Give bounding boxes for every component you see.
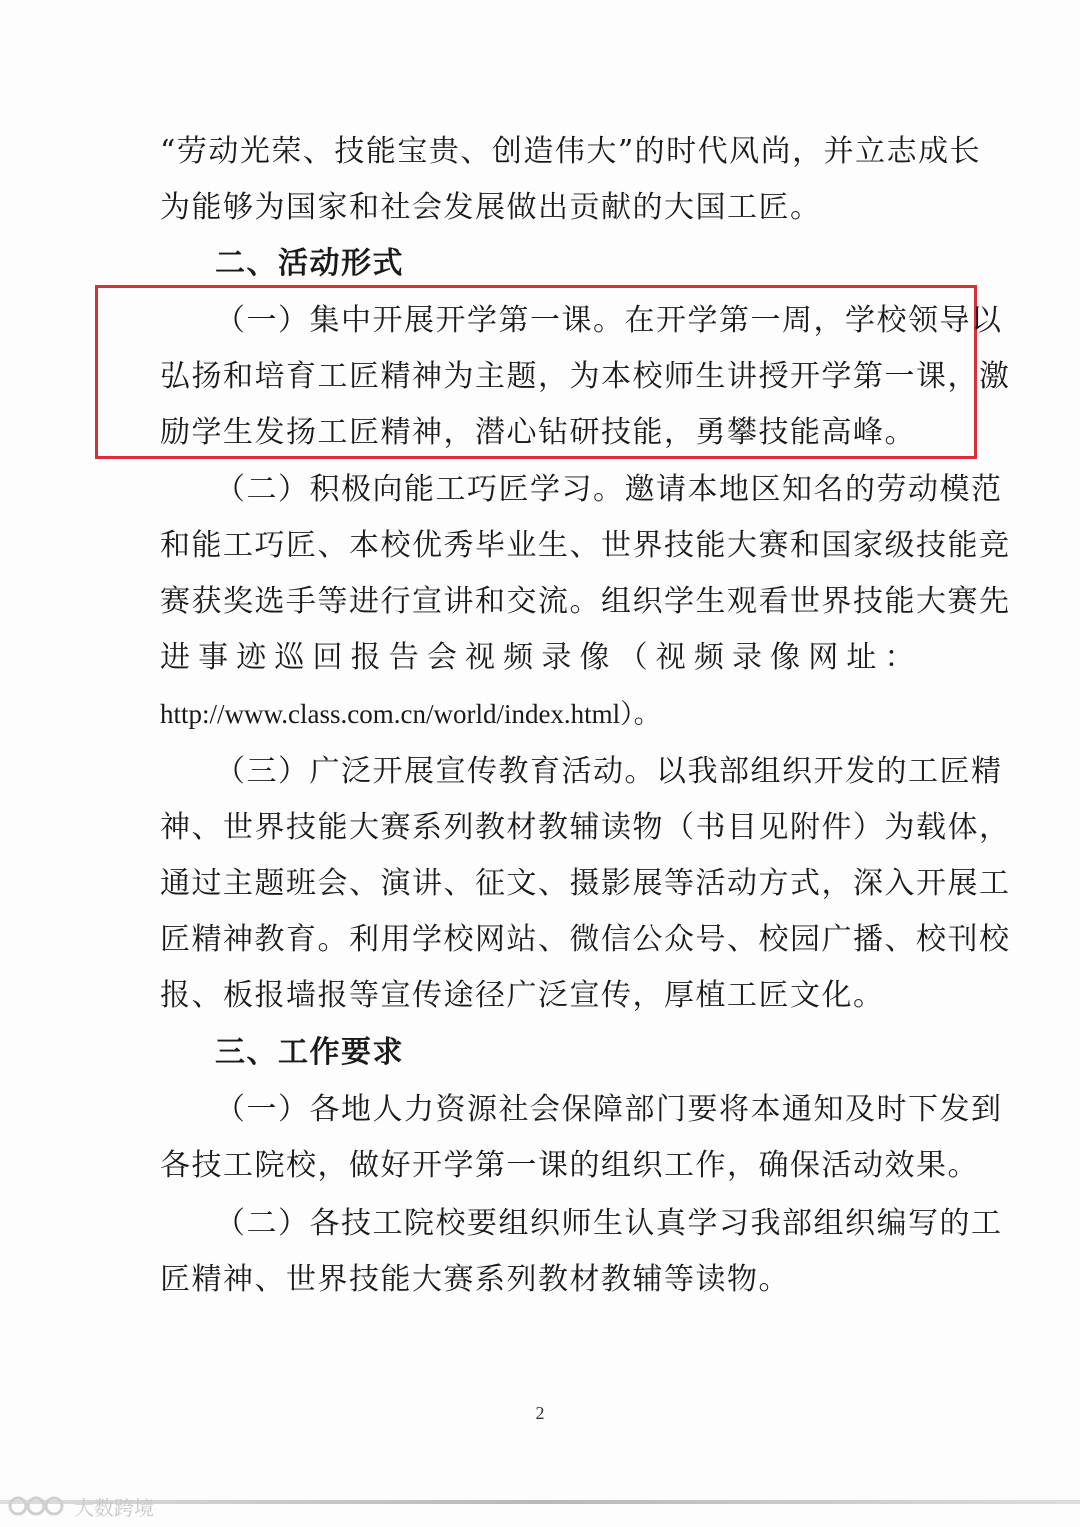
text-line: （二）积极向能工巧匠学习。邀请本地区知名的劳动模范 (215, 472, 1003, 507)
text-line: 匠精神、世界技能大赛系列教材教辅等读物。 (160, 1262, 790, 1297)
text-line: 神、世界技能大赛系列教材教辅读物（书目见附件）为载体， (160, 810, 1011, 845)
scan-edge-divider (0, 1500, 1080, 1504)
page-number: 2 (535, 1403, 545, 1423)
watermark-logo-icon (8, 1494, 68, 1518)
text-line: 通过主题班会、演讲、征文、摄影展等活动方式，深入开展工 (160, 866, 1011, 901)
text-line: 匠精神教育。利用学校网站、微信公众号、校园广播、校刊校 (160, 922, 1011, 957)
text-line: 赛获奖选手等进行宣讲和交流。组织学生观看世界技能大赛先 (160, 584, 1011, 619)
text-line: （二）各技工院校要组织师生认真学习我部组织编写的工 (215, 1206, 1003, 1241)
url-line: http://www.class.com.cn/world/index.html）。 (160, 699, 661, 729)
text-line: （一）各地人力资源社会保障部门要将本通知及时下发到 (215, 1092, 1003, 1127)
text-line: 各技工院校，做好开学第一课的组织工作，确保活动效果。 (160, 1148, 979, 1183)
text-line: 进事迹巡回报告会视频录像（视频录像网址： (160, 640, 916, 675)
text-line: 为能够为国家和社会发展做出贡献的大国工匠。 (160, 190, 822, 225)
text-line: 报、板报墙报等宣传途径广泛宣传，厚植工匠文化。 (160, 978, 885, 1013)
text-line: （一）集中开展开学第一课。在开学第一周，学校领导以 (215, 303, 1003, 338)
text-line: 弘扬和培育工匠精神为主题，为本校师生讲授开学第一课，激 (160, 359, 1011, 394)
section-heading-work-requirements: 三、工作要求 (215, 1035, 404, 1070)
section-heading-activity-form: 二、活动形式 (215, 246, 404, 281)
text-line: 励学生发扬工匠精神，潜心钻研技能，勇攀技能高峰。 (160, 415, 916, 450)
watermark-text: 大数跨境 (74, 1495, 154, 1520)
text-line: “劳动光荣、技能宝贵、创造伟大”的时代风尚，并立志成长 (160, 134, 982, 169)
text-line: 和能工巧匠、本校优秀毕业生、世界技能大赛和国家级技能竞 (160, 528, 1011, 563)
text-line: （三）广泛开展宣传教育活动。以我部组织开发的工匠精 (215, 754, 1003, 789)
watermark (8, 1491, 154, 1521)
